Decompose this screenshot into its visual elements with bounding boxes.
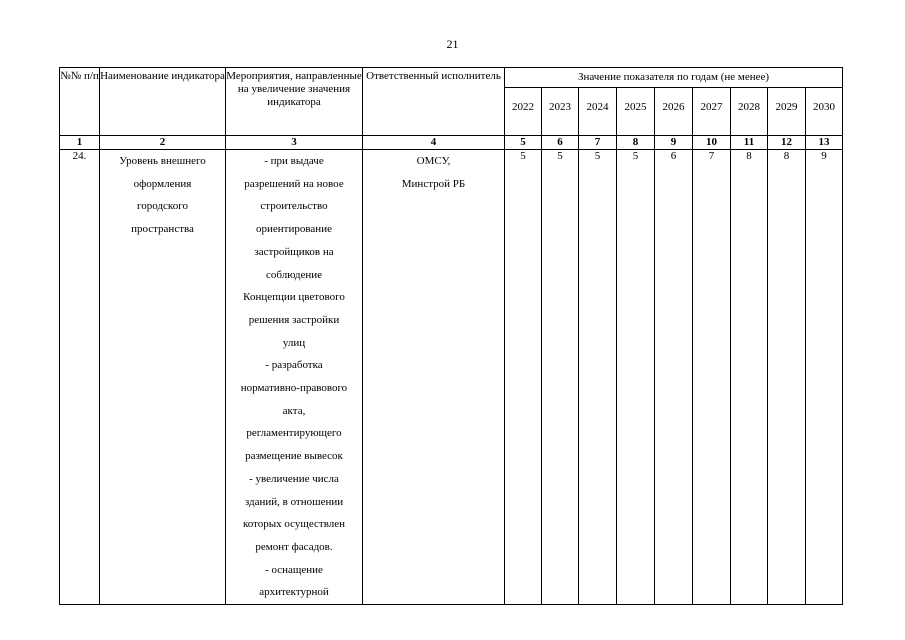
measure-line: Концепции цветового (243, 291, 345, 304)
value-2024: 5 (579, 150, 617, 605)
measures-cell (226, 150, 363, 605)
indicator-name (100, 150, 226, 605)
column-number: 6 (542, 136, 579, 150)
measure-line: - разработка (265, 359, 323, 372)
column-number: 10 (693, 136, 731, 150)
measure-line: застройщиков на (254, 245, 334, 258)
value-2022: 5 (505, 150, 542, 605)
measure-line: которых осуществлен (242, 518, 346, 531)
header-number: №№ п/п (60, 68, 100, 136)
column-number: 8 (617, 136, 655, 150)
measure-line: зданий, в отношении (244, 495, 344, 508)
header-row (60, 68, 843, 88)
page-number: 21 (446, 37, 459, 51)
year-header: 2025 (617, 88, 655, 136)
column-number: 2 (100, 136, 226, 150)
column-number: 5 (505, 136, 542, 150)
column-number: 1 (60, 136, 100, 150)
header-responsible: Ответственный исполнитель (363, 68, 505, 136)
column-number: 4 (363, 136, 505, 150)
measure-line: - увеличение числа (249, 472, 339, 485)
responsible-line: ОМСУ, (416, 155, 451, 167)
indicator-name-line: оформления (133, 177, 192, 190)
measure-line: улиц (282, 336, 306, 349)
measure-line: ремонт фасадов. (255, 540, 333, 553)
table-row (60, 150, 843, 605)
row-number: 24. (60, 150, 100, 605)
year-header: 2030 (806, 88, 843, 136)
year-header: 2024 (579, 88, 617, 136)
measure-line: строительство (260, 200, 328, 213)
value-2030: 9 (806, 150, 843, 605)
measure-line: нормативно-правового (240, 382, 348, 395)
measure-line: разрешений на новое (244, 177, 344, 190)
measure-line: решения застройки (248, 313, 340, 326)
indicator-name-line: Уровень внешнего (119, 155, 206, 167)
header-indicator-name: Наименование индикатора (100, 68, 226, 136)
measure-line: архитектурной (259, 586, 329, 599)
year-header: 2027 (693, 88, 731, 136)
indicator-name-line: пространства (131, 223, 194, 236)
measure-line: акта, (282, 404, 306, 417)
year-header: 2028 (731, 88, 768, 136)
value-2025: 5 (617, 150, 655, 605)
indicator-name-line: городского (137, 200, 188, 213)
measure-line: - при выдаче (264, 155, 324, 167)
column-number: 12 (768, 136, 806, 150)
measure-line: ориентирование (256, 223, 332, 236)
value-2028: 8 (731, 150, 768, 605)
column-number: 3 (226, 136, 363, 150)
header-measures: Мероприятия, направленные на увеличение значения индикатора (226, 68, 363, 136)
measure-line: соблюдение (266, 268, 322, 281)
value-2026: 6 (655, 150, 693, 605)
indicator-table (59, 67, 843, 605)
year-header: 2029 (768, 88, 806, 136)
column-number: 9 (655, 136, 693, 150)
responsible-line: Минстрой РБ (401, 177, 466, 190)
value-2023: 5 (542, 150, 579, 605)
measure-line: регламентирующего (246, 427, 342, 440)
value-2027: 7 (693, 150, 731, 605)
column-number: 13 (806, 136, 843, 150)
header-values-by-year: Значение показателя по годам (не менее) (505, 68, 843, 88)
measure-line: размещение вывесок (245, 450, 343, 463)
value-2029: 8 (768, 150, 806, 605)
year-header: 2022 (505, 88, 542, 136)
column-number: 7 (579, 136, 617, 150)
year-header: 2023 (542, 88, 579, 136)
year-header: 2026 (655, 88, 693, 136)
responsible-cell (363, 150, 505, 605)
column-number-row (60, 136, 843, 150)
measure-line: - оснащение (265, 563, 323, 576)
column-number: 11 (731, 136, 768, 150)
